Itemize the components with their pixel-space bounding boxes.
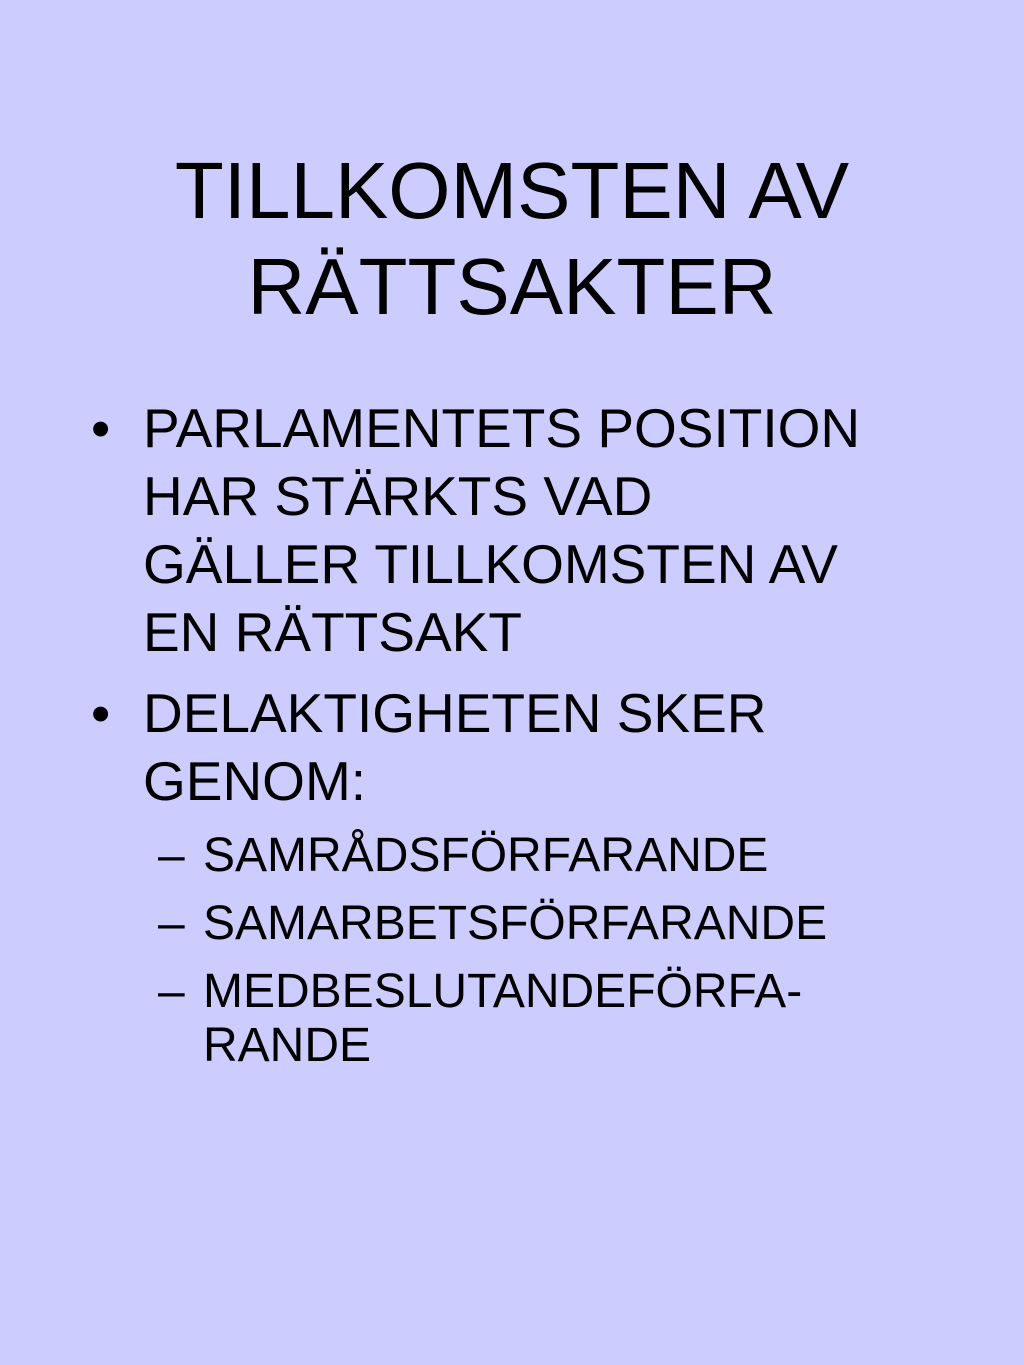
sub-item-text-line: RANDE xyxy=(203,1019,372,1072)
bullet-text xyxy=(143,679,1003,815)
sub-bullet-list xyxy=(143,829,1003,1073)
title-line-1: TILLKOMSTEN AV xyxy=(174,146,850,235)
sub-item-codecision-procedure xyxy=(143,965,923,1073)
bullet-text-line: HAR STÄRKTS VAD xyxy=(143,465,653,527)
slide-title xyxy=(40,143,984,335)
sub-bullet-marker: – xyxy=(158,897,185,950)
sub-item-text-line: SAMRÅDSFÖRFARANDE xyxy=(203,829,769,882)
bullet-text-line: GÄLLER TILLKOMSTEN AV xyxy=(143,533,838,595)
sub-item-cooperation-procedure xyxy=(143,897,923,951)
bullet-item-parliament-position xyxy=(0,394,1003,666)
bullet-text-line: GENOM: xyxy=(143,750,367,812)
bullet-marker: • xyxy=(91,682,111,744)
bullet-item-participation xyxy=(0,679,1003,1073)
bullet-text xyxy=(143,394,1003,666)
sub-item-consultation-procedure xyxy=(143,829,923,883)
sub-item-text-line: SAMARBETSFÖRFARANDE xyxy=(203,897,828,950)
title-line-2: RÄTTSAKTER xyxy=(247,242,777,331)
sub-bullet-marker: – xyxy=(158,829,185,882)
bullet-text-line: EN RÄTTSAKT xyxy=(143,601,522,663)
bullet-text-line: PARLAMENTETS POSITION xyxy=(143,397,861,459)
sub-item-text-line: MEDBESLUTANDEFÖRFA- xyxy=(203,965,803,1018)
sub-bullet-marker: – xyxy=(158,965,185,1018)
bullet-list xyxy=(0,394,1024,1086)
bullet-marker: • xyxy=(91,397,111,459)
bullet-text-line: DELAKTIGHETEN SKER xyxy=(143,682,767,744)
